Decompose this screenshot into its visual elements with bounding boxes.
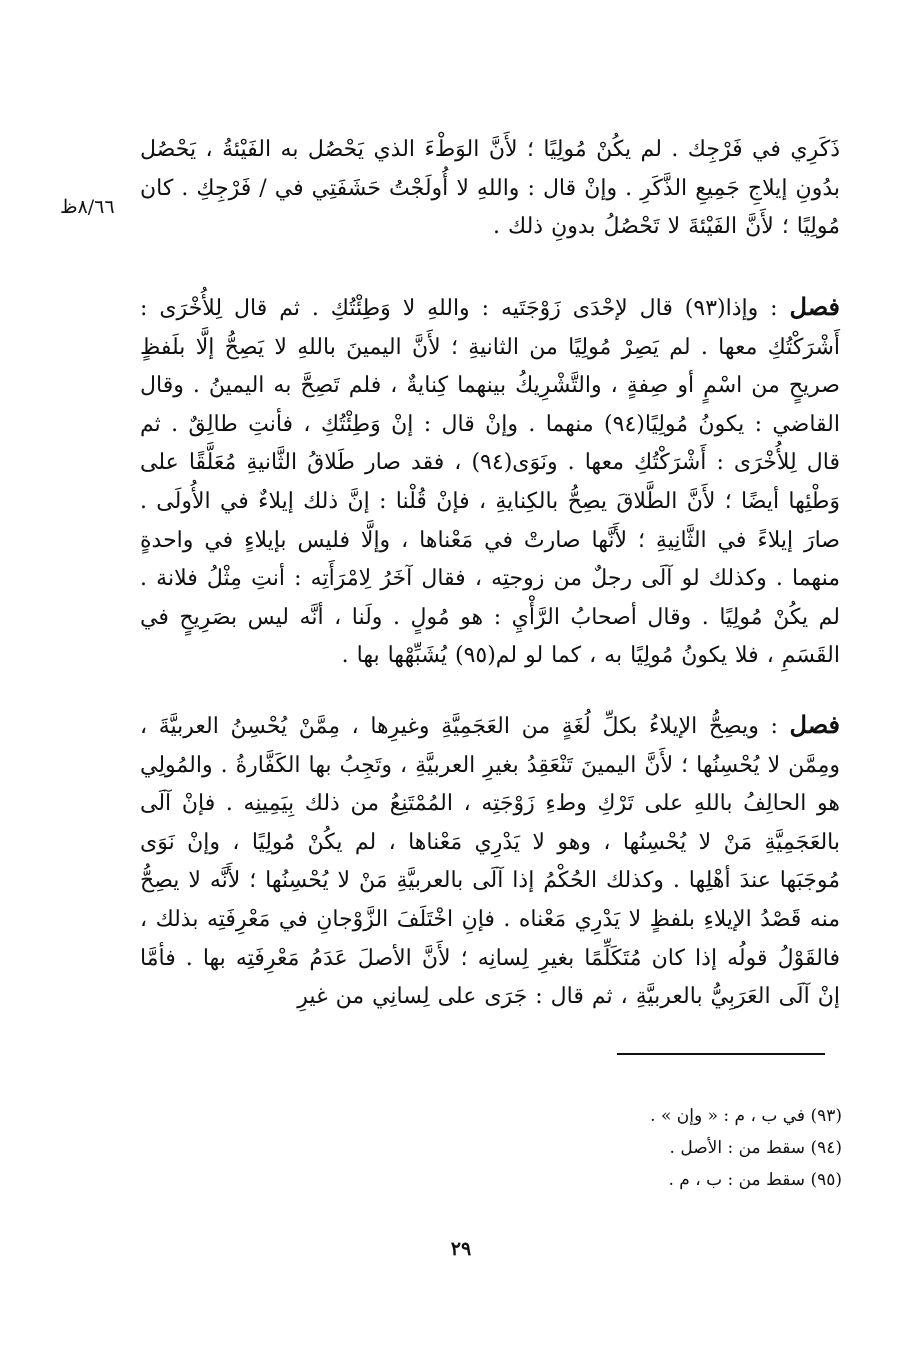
footnote-divider (617, 1053, 825, 1055)
footnotes (442, 1100, 842, 1196)
paragraph-fasl-1 (140, 288, 840, 676)
margin-manuscript-note: ٨/٦٦ظ (60, 196, 115, 218)
footnote-93: (٩٣) في ب ، م : « وإن » . (650, 1106, 842, 1126)
paragraph-text: ذَكَرِي في فَرْجِك . لم يكُنْ مُولِيًا ؛ لأَنَّ الوَطْءَ الذي يَحْصُل به الفَيْئةُ ، يَحْصُل بدُونِ إيلاجِ جَمِيعِ الذَّكَرِ . وإنْ قال : واللهِ لا أُولَجْتُ حَشَفَتِي في / فَرْجِكِ . كان مُولِيًا ؛ لأَنَّ الفَيْئةَ لا تَحْصُلُ بدونِ ذلك . (140, 137, 840, 240)
paragraph-text: : وإذا(٩٣) قال لإحْدَى زَوْجَتَيه : واللهِ لا وَطِئْتُكِ . ثم قال لِلأُخْرَى : أَشْرَكْتُكِ معها . لم يَصِرْ مُولِيًا من الثانيةِ ؛ لأَنَّ اليمينَ باللهِ لا يَصِحُّ إلَّا بلَفظٍ صريحٍ من اسْمٍ أو صِفةٍ ، والتَّشْرِيكُ بينهما كِنايةٌ ، فلم تَصِحَّ به اليمينُ . وقال القاضي : يكونُ مُولِيًا(٩٤) منهما . وإنْ قال : إنْ وَطِئْتُكِ ، فأنتِ طالِقٌ . ثم قال لِلأُخْرَى : أَشْرَكْتُكِ معها . ونَوَى(٩٤) ، فقد صار طَلاقُ الثَّانيةِ مُعَلَّقًا على وَطْئِها أيضًا ؛ لأَنَّ الطَّلاقَ يصِحُّ بالكِنايةِ ، فإنْ قُلْنا : إنَّ ذلك إيلاءٌ في الأُولَى . صارَ إيلاءً في الثَّانِيةِ ؛ لأَنَّها صارتْ في مَعْناها ، وإلَّا فليس بإيلاءٍ في واحدةٍ منهما . وكذلك لو آلَى رجلٌ من زوجتِه ، فقال آخَرُ لِامْرَأَتِه : أنتِ مِثْلُ فلانة . لم يكُنْ مُولِيًا . وقال أصحابُ الرَّأْيِ : هو مُولٍ . ولَنا ، أنَّه ليس بصَرِيحٍ في القَسَمِ ، فلا يكونُ مُولِيًا به ، كما لو لم(٩٥) يُشَبِّهْها بها . (140, 296, 840, 669)
section-heading-fasl: فصل (789, 292, 840, 321)
paragraph-continuation (140, 131, 840, 247)
footnote-94: (٩٤) سقط من : الأصل . (669, 1138, 842, 1158)
page-number: ٢٩ (450, 1238, 472, 1260)
paragraph-text: : ويصِحُّ الإيلاءُ بكلِّ لُغَةٍ من العَجَمِيَّةِ وغيرِها ، مِمَّنْ يُحْسِنُ العربيَّةَ ، ومِمَّن لا يُحْسِنُها ؛ لأَنَّ اليمينَ تَنْعَقِدُ بغيرِ العربيَّةِ ، وتَجِبُ بها الكَفَّارةُ . والمُولِي هو الحالِفُ باللهِ على تَرْكِ وطءِ زَوْجَتِه ، المُمْتَنِعُ من ذلك بِيَمِينِه . فإنْ آلَى بالعَجَمِيَّةِ مَنْ لا يُحْسِنُها ، وهو لا يَدْرِي مَعْناها ، لم يكُنْ مُولِيًا ، وإنْ نَوَى مُوجَبَها عندَ أهْلِها . وكذلك الحُكْمُ إذا آلَى بالعربيَّةِ مَنْ لا يُحْسِنُها ؛ لأَنَّه لا يصِحُّ منه قَصْدُ الإيلاءِ بلفظٍ لا يَدْرِي مَعْناه . فإنِ اخْتَلَفَ الزَّوْجانِ في مَعْرِفَتِه بذلك ، فالقَوْلُ قولُه إذا كان مُتَكَلِّمًا بغيرِ لِسانِه ؛ لأَنَّ الأصلَ عَدَمُ مَعْرِفَتِه بها . فأمَّا إنْ آلَى العَرَبِيُّ بالعربيَّةِ ، ثم قال : جَرَى على لِسانِي من غيرِ (140, 714, 840, 1010)
section-heading-fasl: فصل (789, 710, 841, 739)
footnote-95: (٩٥) سقط من : ب ، م . (668, 1170, 842, 1190)
paragraph-fasl-2 (140, 706, 840, 1017)
